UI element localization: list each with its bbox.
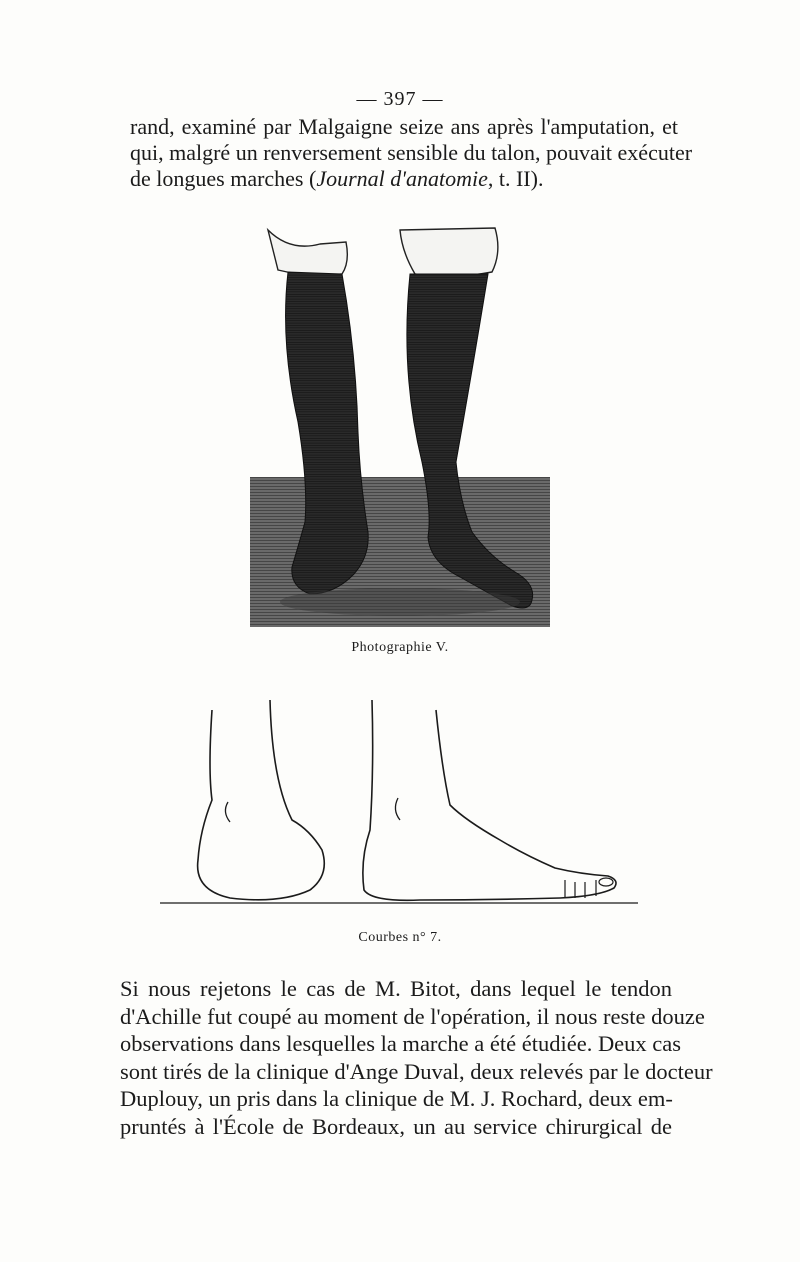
- foot-curves-diagram: [160, 690, 650, 920]
- right-foot-outline: [363, 700, 616, 900]
- page-number: — 397 —: [356, 88, 444, 110]
- text-line: rand, examiné par Malgaigne seize ans après l'amputation, et: [130, 114, 678, 139]
- journal-title: Journal d'anatomie: [316, 166, 488, 191]
- photo-caption: Photographie V.: [351, 640, 449, 655]
- legs-photograph: [250, 222, 550, 632]
- text-line: sont tirés de la clinique d'Ange Duval, deux relevés par le docteur: [120, 1058, 713, 1084]
- text-line: pruntés à l'École de Bordeaux, un au service chirurgical de: [120, 1113, 672, 1139]
- top-paragraph: [130, 114, 693, 192]
- floor-shadow: [280, 588, 520, 616]
- text-line: Duplouy, un pris dans la clinique de M. J. Rochard, deux em-: [120, 1086, 673, 1111]
- big-toe-nail: [599, 878, 613, 886]
- left-trouser-cuff: [268, 230, 347, 275]
- curves-caption: Courbes n° 7.: [358, 930, 442, 945]
- text-line: [130, 166, 678, 192]
- text-line: d'Achille fut coupé au moment de l'opération, il nous reste douze: [120, 1003, 705, 1029]
- left-leg: [286, 272, 369, 594]
- text-line: Si nous rejetons le cas de M. Bitot, dans lequel le tendon: [120, 976, 672, 1001]
- bottom-paragraph: [120, 975, 713, 1140]
- right-trouser-cuff: [400, 228, 498, 277]
- text-line: observations dans lesquelles la marche a été étudiée. Deux cas: [120, 1031, 682, 1056]
- left-stump-outline: [198, 700, 325, 900]
- left-stump-mark: [225, 802, 230, 822]
- right-foot-mark: [395, 798, 400, 820]
- text-segment: de longues marches (: [130, 166, 317, 191]
- text-line: qui, malgré un renversement sensible du talon, pouvait exécuter: [130, 140, 693, 165]
- text-segment: , t. II).: [487, 166, 544, 191]
